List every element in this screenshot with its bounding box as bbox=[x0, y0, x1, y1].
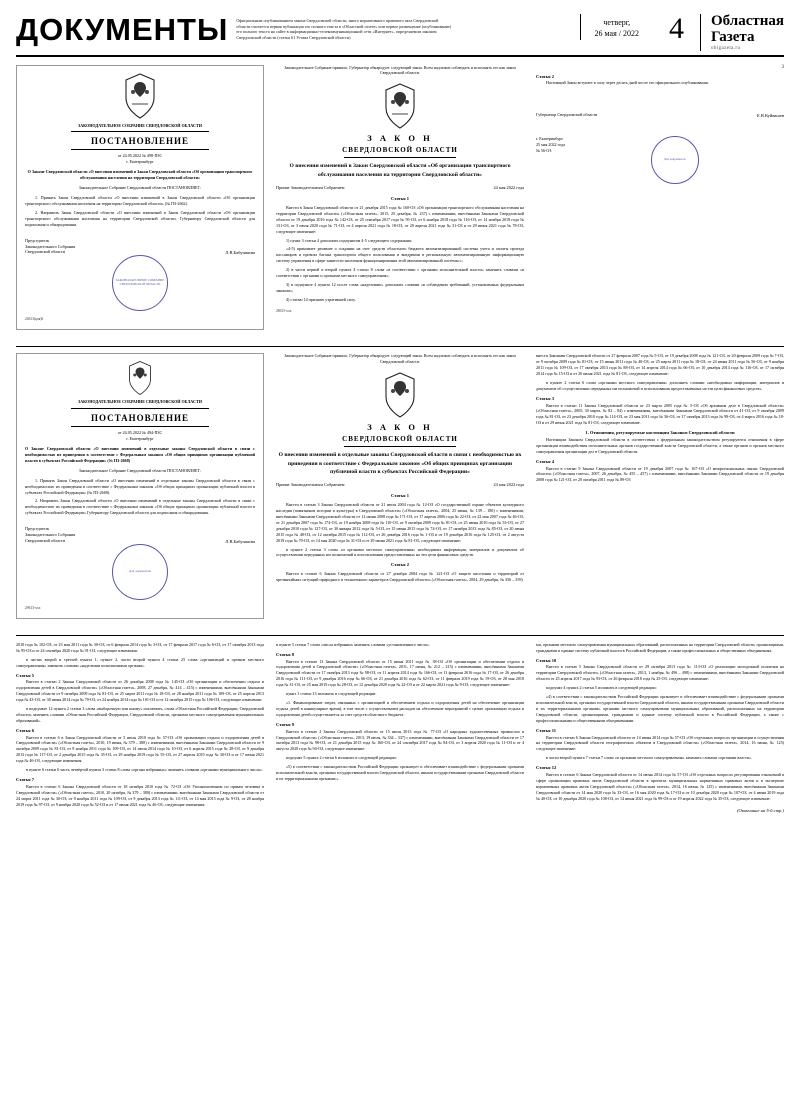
law-region: СВЕРДЛОВСКОЙ ОБЛАСТИ bbox=[342, 435, 458, 444]
official-seal: ЗАКОНОДАТЕЛЬНОЕ СОБРАНИЕ СВЕРДЛОВСКОЙ ОБЛАСТИ bbox=[112, 255, 168, 311]
page-marker-2: 3 bbox=[781, 64, 784, 70]
signer-title-3: Свердловской области bbox=[25, 249, 65, 255]
document-postanovlenie-498 bbox=[16, 65, 264, 331]
coat-of-arms-icon bbox=[120, 72, 160, 120]
article-9-heading: Статья 9 bbox=[276, 721, 294, 727]
bottom-c2-p0: в пункте 5 статьи 7 слова «числа избранных заменить словами «установленного числа». bbox=[276, 641, 430, 647]
col3-paragraph-2: в пункте 2 статьи 6 слова «органами местного самоуправления» дополнить словами «необходимых информации, материалов и документов об осуществлении переданных им полномочий и использовании предоставленных на эти цели финансовых средств». bbox=[536, 379, 784, 391]
doc-type: ПОСТАНОВЛЕНИЕ bbox=[90, 136, 190, 147]
article-7-heading: Статья 7 bbox=[16, 777, 34, 783]
law-accept-line bbox=[276, 185, 524, 190]
doc-date-number: от 24.05.2022 № 494-ПЗС bbox=[117, 430, 163, 436]
doc-resolve-line: Законодательное Собрание Свердловской области ПОСТАНОВЛЯЕТ: bbox=[78, 185, 202, 191]
signer-title-1: Председатель bbox=[25, 526, 50, 532]
article-6-heading: Статья 6 bbox=[16, 727, 34, 733]
page-title: ДОКУМЕНТЫ bbox=[16, 12, 229, 47]
law-item-1: в пункте 2 статьи 3 слова «и органами местного самоуправления» необходимых информации, материалов и документов об осуществлении переданных им полномочий и использовании предоставленных на эти цели финансовых средств. bbox=[276, 546, 524, 558]
governor-title: Губернатор Свердловской области bbox=[536, 112, 598, 118]
article-2-text: Внести в статью 6 Закона Свердловской области от 27 декабря 2004 года № 221-ОЗ «О защите населения и территорий от чрезвычайных ситуаций природного и техногенного характера в Свердловской области» («Областная газета», 2004, 29 декабря, № 356 – 359) bbox=[276, 571, 524, 583]
law-preamble-note: Законодательное Собрание приняло, Губернатор обнародует следующий закон. Всем надлежит соблюдать и исполнять его как закон Свердловской области. bbox=[284, 353, 516, 365]
article-5-text: Внести в статью 2 Закона Свердловской области от 26 декабря 2008 года № 145-ОЗ «Об организации и обеспечении отдыха и оздоровления детей в Свердловской области» («Областная газета», 2008, 27 декабря, № 414 – 415) с изменениями, внесёнными Законами Свердловской области от 9 октября 2009 года № 81-ОЗ, от 25 марта 2011 года № 18-ОЗ, от 28 ноября 2011 года № 109-ОЗ, от 25 апреля 2013 года № 43-ОЗ, от 30 июня 2014 года № 70-ОЗ, от 24 ноября 2014 года № 101-ОЗ и от 12 октября 2015 года № 106-ОЗ, следующие изменения: bbox=[16, 679, 264, 703]
doc-date-number: от 24.05.2022 № 498-ПЗС bbox=[117, 153, 163, 159]
doc-title: О Законе Свердловской области «О внесении изменений в отдельные законы Свердловской области в связи с необходимостью их приведения в соответствие с Федеральным законом «Об общих принципах организации публичной власти в субъектах Российской Федерации» (№ ПЗ-2668) bbox=[25, 446, 255, 463]
doc-paragraph-1: 1. Принять Закон Свердловской области «О внесении изменений в Закон Свердловской области «Об организации транспортного обслуживания населения на территории Свердловской области» (№ ПЗ-2662). bbox=[25, 195, 255, 206]
doc-title: О Законе Свердловской области «О внесении изменений в Закон Свердловской области «Об организации транспортного обслуживания населения на территории Свердловской области» bbox=[27, 169, 253, 181]
article-12-heading: Статья 12 bbox=[536, 765, 557, 771]
law-issue-place bbox=[536, 136, 565, 154]
col3-paragraph-1: внести Законами Свердловской области от 27 февраля 2007 года № 5-ОЗ, от 19 декабря 2008 года № 121-ОЗ, от 20 февраля 2009 года № 7-ОЗ, от 9 октября 2009 года № 81-ОЗ, от 15 июня 2011 года № 40-ОЗ, от 25 марта 2011 года № 18-ОЗ, от 24 июня 2011 года № 56-ОЗ, от 9 ноября 2011 года № 109-ОЗ, от 17 октября 2013 года № 88-ОЗ, от 14 апреля 2014 года № 66-ОЗ, от 10 декабря 2014 года № 116-ОЗ, от 17 октября 2014 года № 15-ОЗ и от 20 июня 2021 года № 81-ОЗ, следующее изменение: bbox=[536, 353, 784, 377]
signature-block bbox=[25, 238, 255, 256]
article-10-text: Внести в статью 5 Закона Свердловской области от 29 октября 2013 года № 113-ОЗ «О реализации молодежной политики на территории Свердловской области» («Областная газета», 2013, 1 ноября, № 496 – 498) с изменениями, внесёнными Законами Свердловской области от 25 апреля 2017 года № 93-ОЗ, от 26 февраля 2018 года № 25-ОЗ, следующее изменение: bbox=[536, 664, 784, 682]
document-code: 24613(қоя)6 bbox=[25, 317, 44, 322]
law-item-1: 1) пункт 3 статьи 4 дополнить подпунктом 4-5 следующего содержания: bbox=[286, 237, 412, 243]
article-12-text: Внести в статью 6 Закона Свердловской области от 14 июня 2014 года № 57-ОЗ «Об отдельных вопросах регулирования отношений в сфере организации правовых актов Свердловской области в проектах муниципальных нормативных правовых актов и в экспертизе нормативных правовых актов Свердловской области» («Областная газета», 2014, 16 июня, № 125) с изменениями, внесёнными Законами Свердловской области от 14 мая 2020 года № 33-ОЗ, от 16 мая 2020 года № 17-ОЗ и от 10 декабря 2020 года № 107-ОЗ, от 4 июня 2019 года № 40-ОЗ, от 10 декабря 2020 года № 108-ОЗ, от 14 июня 2021 года № 99-ОЗ и от 19 апреля 2022 года № 35-ОЗ, следующее изменение: bbox=[536, 771, 784, 801]
article-7-text: Внести в статью 6 Закона Свердловской области от 18 октября 2010 года № 72-ОЗ «Об Уполномоченном по правам человека в Свердловской области» («Областная газета», 2010, 20 октября, № 379 – 380) с изменениями, внесёнными Законами Свердловской области от 24 марта 2011 года № 30-ОЗ, от 9 ноября 2011 года № 109-ОЗ, от 9 декабря 2013 года № 111-ОЗ, от 14 мая 2015 года № 9-ОЗ, от 28 ноября 2019 года № 97-ОЗ, от 9 ноября 2020 года № 52-ОЗ и от 17 июня 2021 года № 46-ОЗ, следующие изменения: bbox=[16, 783, 264, 807]
brand-line-1: Областная bbox=[711, 13, 784, 29]
column-5 bbox=[276, 353, 524, 625]
article-1-heading: Статья 1 bbox=[391, 196, 409, 202]
article-2-heading: Статья 2 bbox=[391, 562, 409, 568]
column-2 bbox=[276, 65, 524, 337]
document-postanovlenie-494 bbox=[16, 353, 264, 619]
law-title: О внесении изменений в отдельные законы Свердловской области в связи с необходимостью их приведения в соответствие с Федеральным законом «Об общих принципах организации публичной власти в субъектах Российской Федерации» bbox=[278, 452, 522, 475]
official-seal: Для документов bbox=[112, 544, 168, 600]
law-code: 28615-ххх bbox=[276, 308, 292, 313]
issue-date bbox=[580, 14, 653, 40]
document-code: 29613-ххх bbox=[25, 605, 41, 610]
law-item-4: 3) в подпункте 4 пункта 12 после слова «наделению» дополнить словами «в соблюдении требований, установленных федеральным законом»; bbox=[276, 282, 524, 293]
governor-seal: Для документов bbox=[651, 136, 699, 184]
bottom-c1-p2: в подпункте 12 пункта 2 статьи 3 слова «выборочную или иному» исключить, слова «Областная Российской Федерации, Свердловской области» заменить словами «Областная Российской Федерации, Свердловской области, органами местного самоуправления муниципальных образований». bbox=[16, 706, 264, 723]
brand-line-2: Газета bbox=[711, 28, 755, 45]
section-heading: 1. Отношения, регулируемые настоящим Законом Свердловской области bbox=[585, 430, 735, 436]
continuation-note: (Окончание на 5-й стр.) bbox=[737, 807, 784, 813]
issue-date-value: 26 мая / 2022 bbox=[594, 28, 639, 38]
article-2-text: Настоящий Закон вступает в силу через десять дней после его официального опубликования. bbox=[546, 80, 709, 86]
law-word: З А К О Н bbox=[367, 422, 433, 433]
doc-city: г. Екатеринбург bbox=[126, 436, 154, 442]
assembly-header: ЗАКОНОДАТЕЛЬНОЕ СОБРАНИЕ СВЕРДЛОВСКОЙ ОБЛАСТИ bbox=[78, 399, 202, 405]
column-6 bbox=[536, 353, 784, 625]
assembly-header: ЗАКОНОДАТЕЛЬНОЕ СОБРАНИЕ СВЕРДЛОВСКОЙ ОБЛАСТИ bbox=[78, 122, 202, 128]
column-1 bbox=[16, 65, 264, 337]
bottom-c2-p4: «5) в соответствии с законодательством Российской Федерации организует и обеспечивает взаимодействие с федеральными органами исполнительной власти, органами государственной власти Свердловской области, иными государственными органами Свердловской области и их территориальными органами;». bbox=[276, 764, 524, 782]
law-word: З А К О Н bbox=[367, 133, 433, 144]
coat-of-arms-icon bbox=[380, 371, 420, 419]
doc-type: ПОСТАНОВЛЕНИЕ bbox=[90, 413, 190, 424]
masthead-description: Официальным опубликованием закона Свердловской области, иного нормативного правового акта Свердловской области считается первая публикация его полного текста в «Областной газете» или первое размещение (опубликование) его полного текста на сайте в информационно-телекоммуникационной сети «Интернет», определяемом законом Свердловской области (статья 61 Устава Свердловской области) bbox=[236, 18, 452, 41]
doc-paragraph-2: 2. Направить Закон Свердловской области «О внесении изменений в отдельные законы Свердловской области в связи с необходимостью их приведения в соответствие с Федеральным законом «Об общих принципах организации публичной власти в субъектах Российской Федерации» Губернатору Свердловской области для подписания и обнародования. bbox=[25, 498, 255, 516]
bottom-c2-p2: «1. Финансирование затрат, связанных с организацией и обеспечением отдыха и оздоровления детей на обеспечение организации отдыха детей в каникулярное время), в том числе с осуществлением расходов на обеспечение мероприятий с целью организации отдыха и оздоровления детей осуществляется за счет средств областного бюджета. bbox=[276, 700, 524, 717]
governor-name: Е.В.Куйвашев bbox=[757, 113, 784, 119]
doc-city: г. Екатеринбург bbox=[126, 159, 154, 165]
brand-site: oblgazeta.ru bbox=[711, 45, 741, 51]
bottom-c2-p3: подпункт 5 пункта 2 статьи 6 изложить в следующей редакции: bbox=[286, 755, 397, 761]
signer-title-2: Законодательного Собрания bbox=[25, 243, 76, 249]
doc-paragraph-1: 1. Принять Закон Свердловской области «О внесении изменений в отдельные законы Свердловской области в связи с необходимостью их приведения в соответствие с Федеральным законом «Об общих принципах организации публичной власти в субъектах Российской Федерации» (№ ПЗ-2668). bbox=[25, 477, 255, 495]
column-3 bbox=[536, 65, 784, 337]
article-3-heading: Статья 3 bbox=[536, 395, 554, 401]
page-number: 4 bbox=[669, 12, 684, 45]
issue-weekday: четверг, bbox=[603, 18, 631, 27]
law-item-2: «4-5) принимает решение о создании на счет средств областного бюджета автоматизированной системы учета и оплаты проезда пассажиров и провоза багажа транспортом общего пользования и внедрении в региональную автоматизированную информационную систему управления в сфере занятости населения функционирования этой автоматизированной системы;»; bbox=[276, 246, 524, 264]
signer-title-3: Свердловской области bbox=[25, 538, 65, 543]
signer-title-2: Законодательного Собрания bbox=[25, 532, 76, 538]
bottom-c3-p3: в части второй пункта 7 статьи 7 слова «и органами местного самоуправления» заменить словами «органами власти». bbox=[546, 755, 752, 761]
article-4-heading: Статья 4 bbox=[536, 458, 554, 464]
law-city: г. Екатеринбург bbox=[536, 136, 564, 142]
article-2-heading: Статья 2 bbox=[536, 73, 554, 79]
masthead bbox=[16, 14, 784, 57]
law-date: 25 мая 2022 года bbox=[536, 141, 566, 147]
law-accepted-by: Принят Законодательным Собранием bbox=[276, 185, 345, 191]
column-9 bbox=[536, 642, 784, 813]
section-text: Настоящим Законом Свердловской области в соответствии с федеральным законодательством регулируются отношения в сфере организации взаимодействия исполнительных органов государственной власти Свердловской области, а также органов и органов местного самоуправления организации дел в Свердловской области. bbox=[536, 436, 784, 454]
bottom-c2-p1: пункт 1 статьи 13 изложить в следующей редакции: bbox=[286, 691, 377, 697]
article-3-text: Внести в статью 11 Закона Свердловской области от 23 марта 2005 года № 5-ОЗ «Об архивном деле в Свердловской области» («Областная газета», 2005, 30 марта, № 82 – 84) с изменениями, внесёнными Законами Свердловской области от 41-ОЗ, от 9 октября 2009 года № 81-ОЗ, от 23 декабря 2010 года № 114-ОЗ, от 23 мая 2011 года № 36-ОЗ, от 17 октября 2013 года № 99-ОЗ, от 4 марта 2016 года № 18-ОЗ и от 29 июня 2021 года № 81-ОЗ, следующее изменение. bbox=[536, 402, 784, 426]
bottom-c1-p1: в частях второй и третьей пункта 1, пункте 2, части второй пункта 4 статьи 25 слова «организаций и органов местного самоуправления» заменить словами «наделении полномочиями органам». bbox=[16, 656, 264, 668]
law-accepted-date: 24 мая 2022 года bbox=[493, 185, 524, 191]
doc-resolve-line: Законодательное Собрание Свердловской области ПОСТАНОВЛЯЕТ: bbox=[78, 467, 202, 473]
signer-name: Л.В.Бабушкина bbox=[225, 250, 255, 256]
bottom-c3-p2: «4) в соответствии с законодательством Российской Федерации организует и обеспечивает взаимодействие с федеральными органами исполнительной власти, органами государственной власти Свердловской области, иными государственными органами Свердловской области и их территориальными органами, органами местного самоуправления муниципальных образований, расположенных на территории Свердловской области, организациями, гражданами и единые систему публичной власти в Российской Федерации, а также с профессиональными и общественными объединениями. bbox=[536, 694, 784, 723]
law-accepted-date: 24 мая 2022 года bbox=[493, 482, 524, 488]
signer-name: Л.В.Бабушкина bbox=[225, 538, 255, 544]
coat-of-arms-icon bbox=[125, 360, 155, 396]
article-1-heading: Статья 1 bbox=[391, 493, 409, 499]
article-1-text: Внести в Закон Свердловской области от 21 декабря 2015 года № 160-ОЗ «Об организации транспортного обслуживания населения на территории Свердловской области» («Областная газета», 2015, 25 декабря, № 237) с изменениями, внесёнными Законами Свердловской области от 19 декабря 2016 года № 142-ОЗ, от 25 сентября 2017 года № 95-ОЗ, от 6 ноября 2018 года № 116-ОЗ, от 14 ноября 2018 года № 131-ОЗ, от 3 июля 2020 года № 71-ОЗ, от 4 апреля 2021 года № 18-ОЗ, от 20 апреля 2021 года № 31-ОЗ и от 29 июня 2021 года № 78-ОЗ, следующее изменение: bbox=[276, 204, 524, 234]
article-8-text: Внести в статью 13 Закона Свердловской области от 15 июня 2011 года № 38-ОЗ «Об организации и обеспечении отдыха и оздоровления детей в Свердловской области» («Областная газета», 2011, 17 июня, № 212 – 215) с изменениями, внесёнными Законами Свердловской области от 17 октября 2013 года № 98-ОЗ, от 11 апреля 2014 года № 166-ОЗ, от 11 февраля 2016 года № 17-ОЗ, от 26 декабря 2016 года № 111-ОЗ, от 9 декабря 2016 года № 66-ОЗ, от 21 декабря 2016 года № 62-ОЗ, от 11 февраля 2019 года № 19-ОЗ, от 28 мая 2018 года № 31-ОЗ, от 25 мая 2019 года № 28-ОЗ, от 12 декабря 2020 года № 22-ОЗ и от 22 марта 2021 года № 9-ОЗ, следующее изменение: bbox=[276, 658, 524, 688]
article-10-heading: Статья 10 bbox=[536, 657, 557, 663]
bottom-c3-p1: подпункт 4 пункта 2 статьи 5 изложить в следующей редакции: bbox=[546, 685, 657, 691]
law-number: № 56-ОЗ bbox=[536, 147, 552, 153]
signer-title-1: Председатель bbox=[25, 237, 50, 243]
governor-signature-block bbox=[536, 112, 784, 118]
law-accepted-by: Принят Законодательным Собранием bbox=[276, 482, 345, 488]
article-4-text: Внести в статью 9 Закона Свердловской области от 19 декабря 2007 года № 167-ОЗ «О межрегиональных связях Свердловской области» («Областная газета», 2007, 26 декабря, № 455 – 457) с изменениями, внесёнными Законами Свердловской области от 19 декабря 2008 года № 121-ОЗ, от 20 октября 2011 года № 89-ОЗ bbox=[536, 465, 784, 483]
law-accept-line bbox=[276, 482, 524, 487]
article-6-text: Внести в статью 6 в Закон Свердловской области от 5 июля 2010 года № 57-ОЗ «Об организации отдыха и оздоровления детей в Свердловской области» («Областная газета», 2010, 19 июня, № 379 – 380) с изменениями, внесёнными Законами Свердловской области от 9 октября 2009 года № 81-ОЗ, от 9 ноября 2011 года № 109-ОЗ, от 14 июля 2014 года № 10-ОЗ, от 6 апреля 2015 года № 28-ОЗ, от 9 декабря 2013 года № 117-ОЗ, от 2 декабря 2015 года № 35-ОЗ, от 29 ноября 2019 года № 55-ОЗ, от 27 апреля 2019 года № 30-ОЗ и от 17 июня 2021 года № 46-ОЗ, следующие изменения: bbox=[16, 734, 264, 764]
bottom-c1-p3: в пункте 6 статьи 6 часть четвёртой пункта 3 статьи 8 слова «органа избранных» заменить словами «органами муниципального числа». bbox=[26, 767, 263, 773]
article-8-heading: Статья 8 bbox=[276, 651, 294, 657]
law-preamble-note: Законодательное Собрание приняло, Губернатор обнародует следующий закон. Всем надлежит соблюдать и исполнять его как закон Свердловской области. bbox=[284, 64, 516, 76]
article-11-text: Внести в статью 6 Закона Свердловской области от 14 июня 2014 года № 57-ОЗ «Об отдельных вопросах организации и осуществления на территории Свердловской области географических объектов в Свердловской области» («Областная газета», 2014, 16 июня, № 125) следующее изменение: bbox=[536, 734, 784, 752]
column-8 bbox=[276, 642, 524, 813]
article-5-heading: Статья 5 bbox=[16, 672, 34, 678]
content-grid-middle bbox=[16, 346, 784, 625]
article-9-text: Внести в статью 2 Закона Свердловской области от 15 июля 2013 года № 77-ОЗ «О народных художественных промыслах в Свердловской области» («Областная газета», 2013, 19 июля, № 334 – 337) с изменениями, внесёнными Законами Свердловской области от 17 октября 2013 года № 98-ОЗ, от 21 декабря 2015 года № 160-ОЗ, от 24 сентября 2017 года № 84-ОЗ, от 3 апреля 2020 года № 11-ОЗ и от 4 августа 2020 года № 94-ОЗ, следующее изменение: bbox=[276, 728, 524, 752]
content-grid-bottom bbox=[16, 635, 784, 813]
law-item-5: 4) статью 14 признать утратившей силу. bbox=[286, 296, 356, 302]
law-item-3: 2) в части первой и второй пункта 4 статьи 8 слова «в соответствии с органами исполнительной власти» заменить словами «в соответствии с органами и органами местного самоуправления»; bbox=[276, 267, 524, 279]
column-7 bbox=[16, 642, 264, 813]
article-11-heading: Статья 11 bbox=[536, 727, 556, 733]
article-1-text: Внести в статью 3 Закона Свердловской области от 21 июля 2004 года № 12-ОЗ «О государственной охране объектов культурного наследия (памятников истории и культуры) в Свердловской области» («Областная газета», 2004, 25 июня, № 139 – 180) с изменениями, внесёнными Законами Свердловской области от 12 июня 2008 года № 171-ОЗ, от 17 апреля 2006 года № 22-ОЗ, от 22 мая 2007 года № 46-ОЗ, от 21 декабря 2007 года № 174-ОЗ, от 19 ноября 2008 года № 110-ОЗ, от 9 октября 2009 года № 81-ОЗ, от 25 июня 2010 года № 53-ОЗ, от 27 декабря 2010 года № 127-ОЗ, от 30 января 2012 года № 5-ОЗ, от 15 июня 2015 года № 74-ОЗ, от 17 октября 2013 года № 85-ОЗ, от 20 июня 2015 года № 48-ОЗ, от 12 октября 2015 года № 112-ОЗ, от 26 декабря 2016 года № 1-ОЗ и от 19 декабря 2016 года № 125-ОЗ, от 2 августа 2019 года № 70-ОЗ, от 14 мая 2020 года № 31-ОЗ и от 29 июня 2021 года № 81-ОЗ, следующее изменение: bbox=[276, 502, 524, 543]
bottom-c1-p0: 2010 года № 102-ОЗ, от 23 мая 2011 года № 30-ОЗ, от 6 февраля 2014 года № 3-ОЗ, от 17 февраля 2017 года № 6-ОЗ, от 17 октября 2013 года № 95-ОЗ и от 24 сентября 2020 года № 91-ОЗ, следующие изменения: bbox=[16, 641, 264, 653]
column-4 bbox=[16, 353, 264, 625]
doc-paragraph-2: 2. Направить Закон Свердловской области «О внесении изменений в Закон Свердловской области «Об организации транспортного обслуживания населения на территории Свердловской области» Губернатору Свердловской области для подписания и обнародования. bbox=[25, 209, 255, 227]
bottom-c3-p0: ми, органами местного самоуправления муниципальных образований, расположенных на территории Свердловской области, организациями, гражданами и единые систему публичной власти в Российской Федерации, а также профессиональных и общественных объединениях. bbox=[536, 641, 784, 653]
law-title: О внесении изменений в Закон Свердловской области «Об организации транспортного обслуживания населения на территории Свердловской области» bbox=[289, 163, 511, 178]
content-grid-top bbox=[16, 65, 784, 337]
brand bbox=[700, 14, 784, 51]
law-region: СВЕРДЛОВСКОЙ ОБЛАСТИ bbox=[342, 146, 458, 155]
signature-block bbox=[25, 526, 255, 544]
coat-of-arms-icon bbox=[380, 82, 420, 130]
